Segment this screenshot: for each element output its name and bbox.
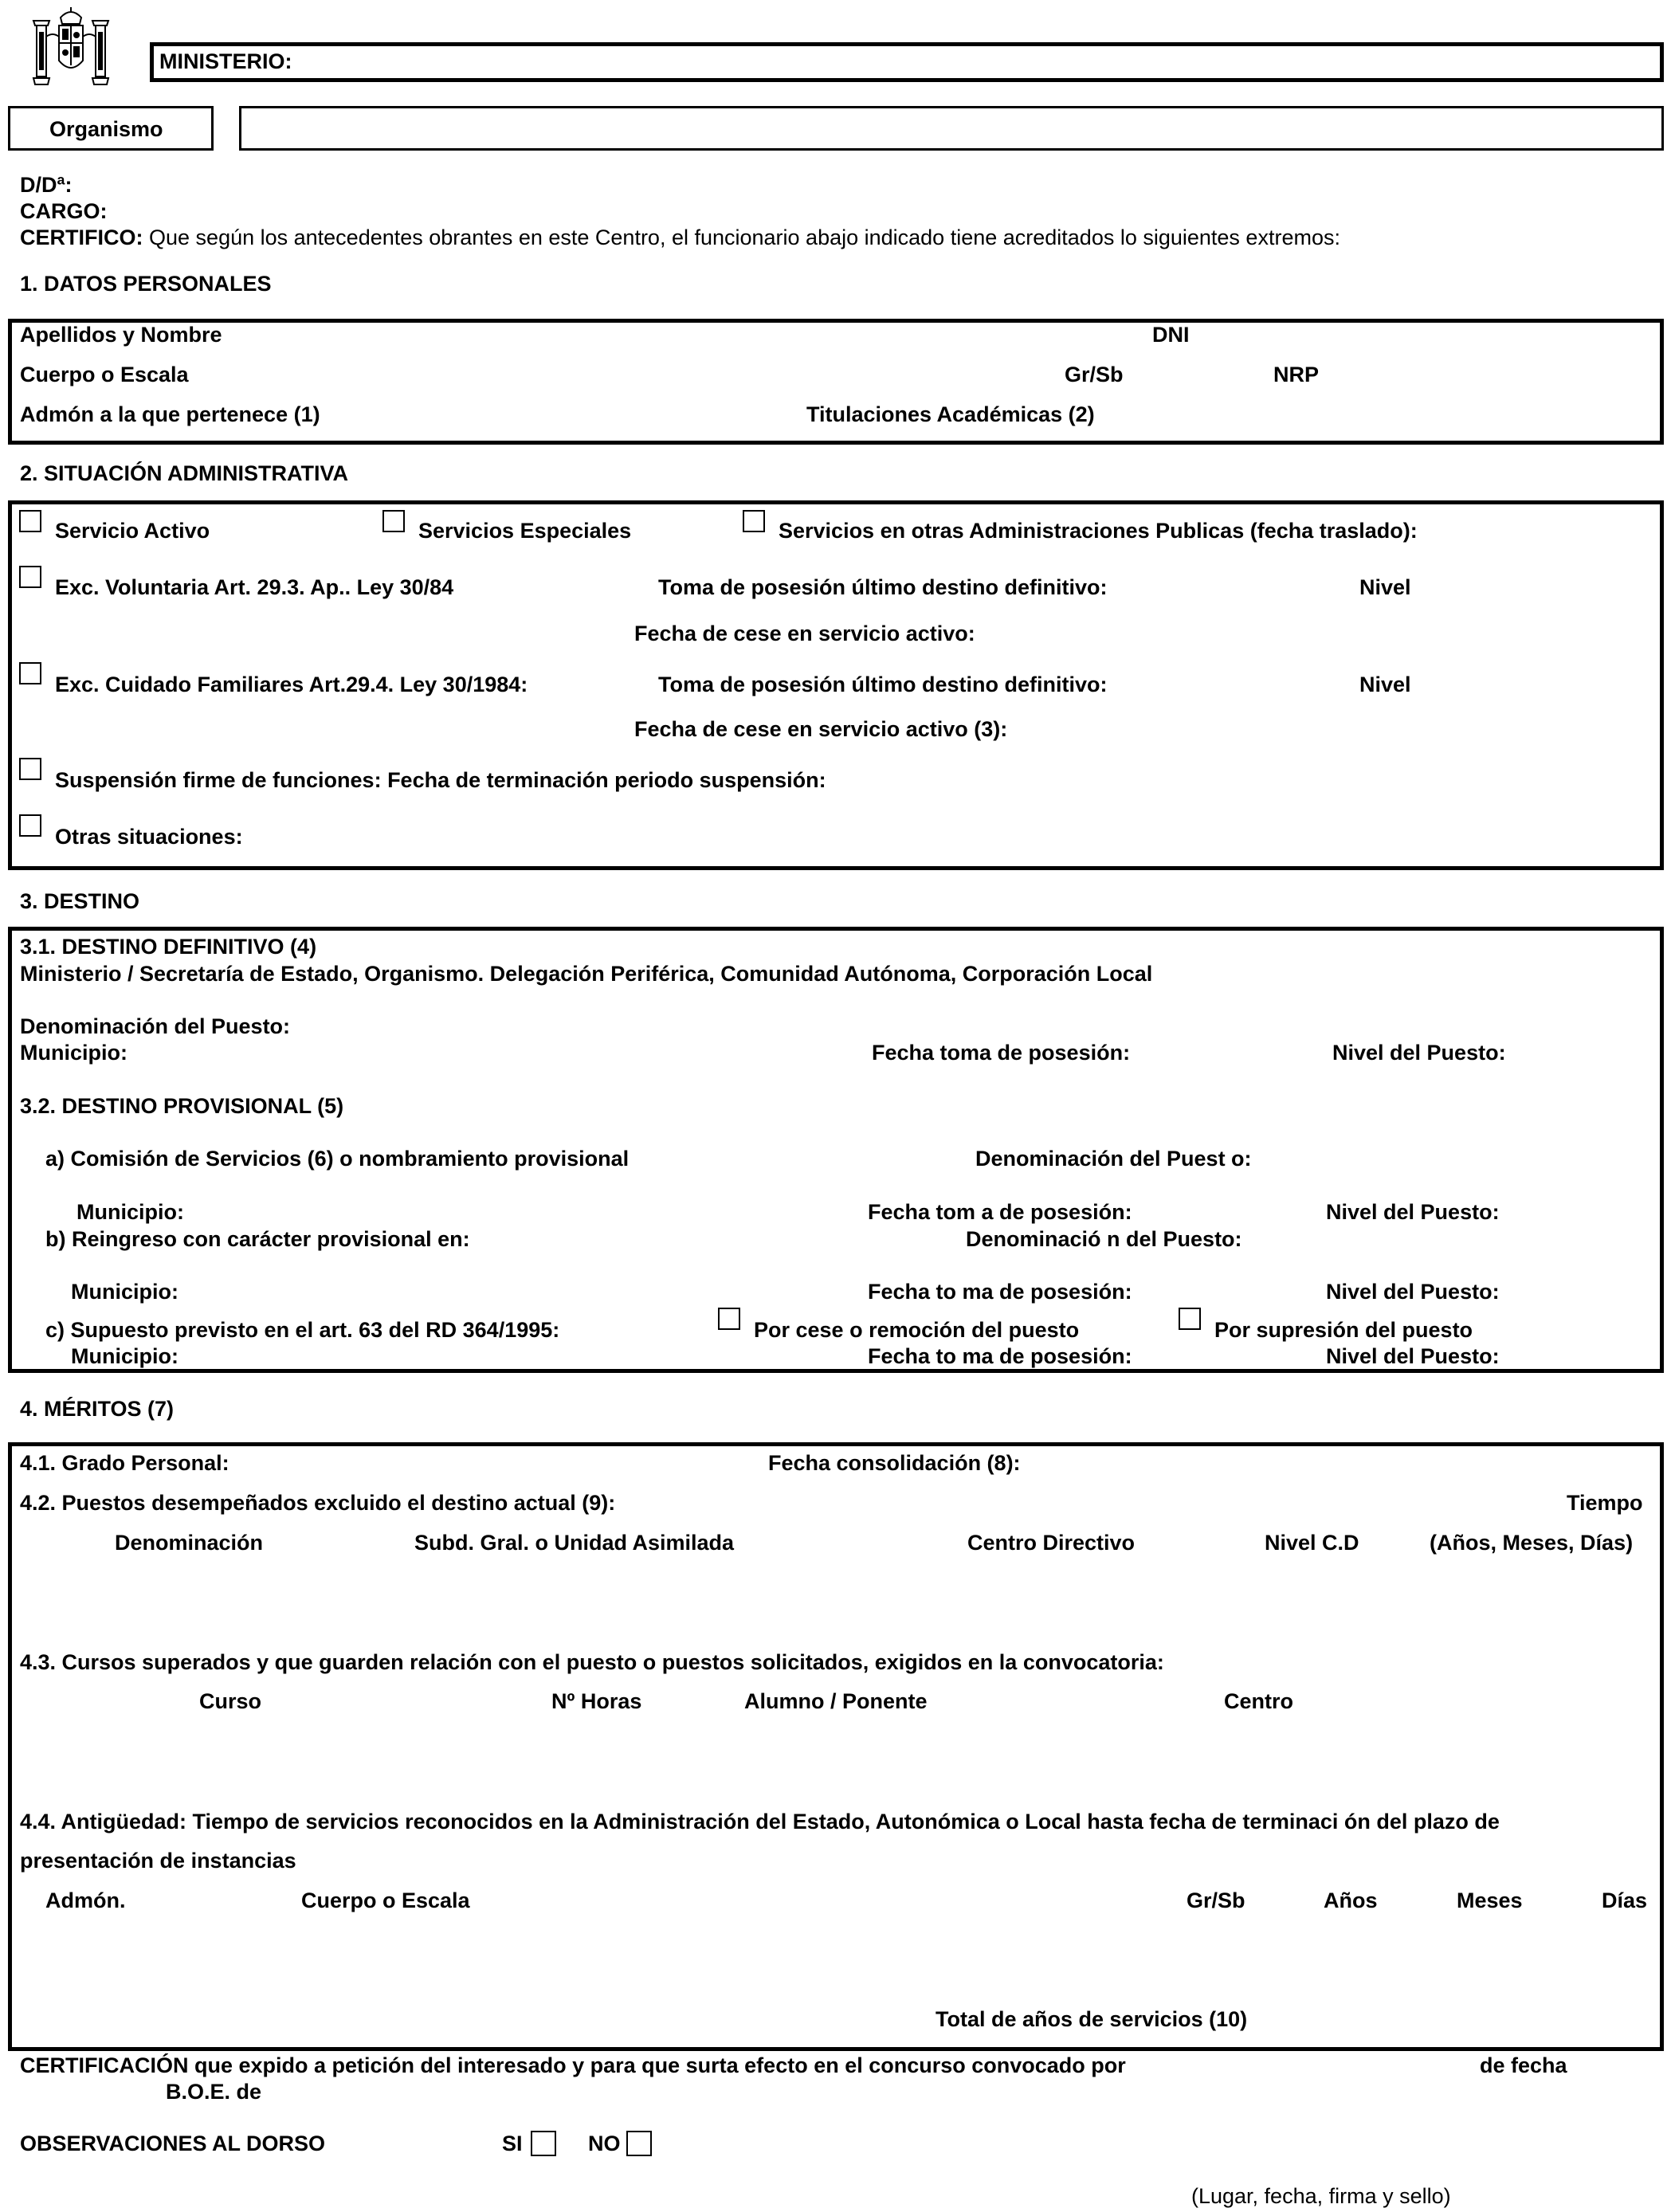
section-3-title: 3. DESTINO bbox=[20, 889, 140, 913]
grsb-label: Gr/Sb bbox=[1065, 363, 1124, 386]
a-fecha: Fecha tom a de posesión: bbox=[868, 1200, 1132, 1224]
col-cuerpo: Cuerpo o Escala bbox=[301, 1888, 470, 1912]
exc-cuidado-label: Exc. Cuidado Familiares Art.29.4. Ley 30/1984: bbox=[55, 673, 528, 696]
fecha-cese-1: Fecha de cese en servicio activo: bbox=[634, 622, 975, 645]
a-label: a) Comisión de Servicios (6) o nombramiento provisional bbox=[45, 1147, 630, 1171]
puestos-label: 4.2. Puestos desempeñados excluido el destino actual (9): bbox=[20, 1491, 616, 1515]
exc-voluntaria-label: Exc. Voluntaria Art. 29.3. Ap.. Ley 30/84 bbox=[55, 575, 454, 599]
si-label: SI bbox=[502, 2132, 523, 2155]
antiguedad-label-1: 4.4. Antigüedad: Tiempo de servicios reconocidos en la Administración del Estado, Autonómica o Local hasta fecha de terminaci ón del plazo de bbox=[20, 1810, 1500, 1834]
coat-of-arms bbox=[30, 5, 112, 94]
dni-label: DNI bbox=[1152, 323, 1190, 347]
antiguedad-label-2: presentación de instancias bbox=[20, 1849, 296, 1873]
exc-cuidado-checkbox[interactable] bbox=[19, 662, 41, 684]
a-denominacion: Denominación del Puest o: bbox=[975, 1147, 1252, 1171]
col-curso: Curso bbox=[199, 1689, 262, 1713]
b-nivel: Nivel del Puesto: bbox=[1326, 1280, 1500, 1304]
b-denominacion: Denominació n del Puesto: bbox=[966, 1227, 1242, 1251]
fecha-cese-2: Fecha de cese en servicio activo (3): bbox=[634, 717, 1008, 741]
b-municipio: Municipio: bbox=[71, 1280, 178, 1304]
si-checkbox[interactable] bbox=[531, 2131, 556, 2156]
toma-posesion-2: Toma de posesión último destino definitivo: bbox=[658, 673, 1108, 696]
tiempo-label: Tiempo bbox=[1567, 1491, 1643, 1515]
apellidos-label: Apellidos y Nombre bbox=[20, 323, 222, 347]
col-nivel-cd: Nivel C.D bbox=[1265, 1531, 1359, 1555]
col-admon: Admón. bbox=[45, 1888, 126, 1912]
cursos-label: 4.3. Cursos superados y que guarden relación con el puesto o puestos solicitados, exigidos en la convocatoria: bbox=[20, 1650, 1164, 1674]
col-anos: Años bbox=[1324, 1888, 1378, 1912]
firma-label: (Lugar, fecha, firma y sello) bbox=[1191, 2184, 1451, 2208]
otras-situaciones-label: Otras situaciones: bbox=[55, 825, 243, 849]
boe-label: B.O.E. de bbox=[166, 2080, 262, 2104]
ministerio-box[interactable] bbox=[150, 42, 1664, 82]
otras-situaciones-checkbox[interactable] bbox=[19, 814, 41, 837]
col-centro-directivo: Centro Directivo bbox=[967, 1531, 1136, 1555]
cargo-label: CARGO: bbox=[20, 199, 108, 223]
total-anos-servicios: Total de años de servicios (10) bbox=[936, 2007, 1248, 2031]
a-nivel: Nivel del Puesto: bbox=[1326, 1200, 1500, 1224]
col-dias: Días bbox=[1602, 1888, 1648, 1912]
destino-provisional-title: 3.2. DESTINO PROVISIONAL (5) bbox=[20, 1094, 344, 1118]
spain-coat-of-arms-icon bbox=[30, 5, 112, 94]
col-grsb: Gr/Sb bbox=[1187, 1888, 1245, 1912]
destino-definitivo-title: 3.1. DESTINO DEFINITIVO (4) bbox=[20, 935, 317, 959]
certifico-text: Que según los antecedentes obrantes en este Centro, el funcionario abajo indicado tiene acreditados lo siguientes extremos: bbox=[149, 226, 1340, 249]
servicio-activo-label: Servicio Activo bbox=[55, 519, 210, 543]
col-subd: Subd. Gral. o Unidad Asimilada bbox=[414, 1531, 735, 1555]
c-fecha: Fecha to ma de posesión: bbox=[868, 1344, 1132, 1368]
def-fecha: Fecha toma de posesión: bbox=[872, 1041, 1131, 1065]
grado-personal: 4.1. Grado Personal: bbox=[20, 1451, 229, 1475]
exc-voluntaria-checkbox[interactable] bbox=[19, 566, 41, 588]
c-nivel: Nivel del Puesto: bbox=[1326, 1344, 1500, 1368]
suspension-checkbox[interactable] bbox=[19, 758, 41, 780]
c-label: c) Supuesto previsto en el art. 63 del RD 364/1995: bbox=[45, 1318, 560, 1342]
col-centro: Centro bbox=[1224, 1689, 1293, 1713]
col-anos-meses-dias: (Años, Meses, Días) bbox=[1430, 1531, 1634, 1555]
organismo-field[interactable] bbox=[239, 106, 1664, 151]
nrp-label: NRP bbox=[1273, 363, 1320, 386]
de-fecha-label: de fecha bbox=[1480, 2053, 1567, 2077]
certifico-label: CERTIFICO: bbox=[20, 226, 143, 249]
nivel-1: Nivel bbox=[1359, 575, 1411, 599]
no-label: NO bbox=[588, 2132, 621, 2155]
admon-label: Admón a la que pertenece (1) bbox=[20, 402, 320, 426]
col-denominacion: Denominación bbox=[115, 1531, 264, 1555]
col-meses: Meses bbox=[1457, 1888, 1523, 1912]
b-label: b) Reingreso con carácter provisional en: bbox=[45, 1227, 470, 1251]
c-supresion-label: Por supresión del puesto bbox=[1214, 1318, 1473, 1342]
c-municipio: Municipio: bbox=[71, 1344, 178, 1368]
certificacion-text: CERTIFICACIÓN que expido a petición del interesado y para que surta efecto en el concurso convocado por bbox=[20, 2053, 1126, 2077]
a-municipio: Municipio: bbox=[76, 1200, 184, 1224]
c-cese-checkbox[interactable] bbox=[718, 1308, 740, 1330]
cuerpo-label: Cuerpo o Escala bbox=[20, 363, 189, 386]
c-cese-label: Por cese o remoción del puesto bbox=[754, 1318, 1080, 1342]
toma-posesion-1: Toma de posesión último destino definitivo: bbox=[658, 575, 1108, 599]
section-4-title: 4. MÉRITOS (7) bbox=[20, 1397, 175, 1421]
servicios-especiales-checkbox[interactable] bbox=[382, 510, 405, 532]
organismo-label: Organismo bbox=[49, 117, 163, 141]
col-alumno: Alumno / Ponente bbox=[744, 1689, 928, 1713]
c-supresion-checkbox[interactable] bbox=[1179, 1308, 1201, 1330]
titulaciones-label: Titulaciones Académicas (2) bbox=[806, 402, 1095, 426]
b-fecha: Fecha to ma de posesión: bbox=[868, 1280, 1132, 1304]
servicios-otras-label: Servicios en otras Administraciones Publicas (fecha traslado): bbox=[779, 519, 1418, 543]
section-2-title: 2. SITUACIÓN ADMINISTRATIVA bbox=[20, 461, 349, 485]
servicio-activo-checkbox[interactable] bbox=[19, 510, 41, 532]
ministerio-label: MINISTERIO: bbox=[159, 49, 292, 73]
def-nivel: Nivel del Puesto: bbox=[1332, 1041, 1506, 1065]
servicios-otras-checkbox[interactable] bbox=[743, 510, 765, 532]
col-horas: Nº Horas bbox=[551, 1689, 642, 1713]
nivel-2: Nivel bbox=[1359, 673, 1411, 696]
suspension-label: Suspensión firme de funciones: Fecha de terminación periodo suspensión: bbox=[55, 768, 826, 792]
observaciones-label: OBSERVACIONES AL DORSO bbox=[20, 2132, 326, 2155]
def-denominacion: Denominación del Puesto: bbox=[20, 1014, 291, 1038]
certifico-line bbox=[20, 225, 1340, 250]
dd-label: D/Dª: bbox=[20, 173, 73, 197]
servicios-especiales-label: Servicios Especiales bbox=[418, 519, 632, 543]
section-1-title: 1. DATOS PERSONALES bbox=[20, 272, 272, 296]
no-checkbox[interactable] bbox=[626, 2131, 652, 2156]
fecha-consolidacion: Fecha consolidación (8): bbox=[768, 1451, 1021, 1475]
def-municipio: Municipio: bbox=[20, 1041, 127, 1065]
destino-definitivo-ministerio: Ministerio / Secretaría de Estado, Organismo. Delegación Periférica, Comunidad Autónoma, Corporación Local bbox=[20, 962, 1153, 986]
